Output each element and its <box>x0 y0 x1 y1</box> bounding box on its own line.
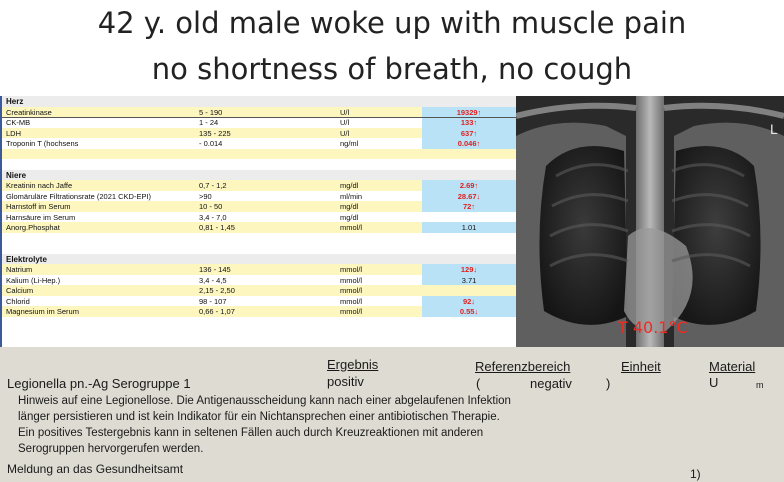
test-name: Chlorid <box>6 296 30 306</box>
note-line-1: Hinweis auf eine Legionellose. Die Antigenausscheidung kann nach einer abgelaufenen Infektion <box>18 395 511 407</box>
case-title-line2: no shortness of breath, no cough <box>151 52 633 86</box>
header-unit: Einheit <box>621 359 661 374</box>
spacer-row <box>2 149 516 160</box>
unit: mmol/l <box>340 275 363 285</box>
test-name: Calcium <box>6 286 34 295</box>
note-line-3: Ein positives Testergebnis kann in seltenen Fällen auch durch Kreuzreaktionen mit anderen <box>18 427 484 439</box>
spacer-row <box>2 233 516 244</box>
unit: mg/dl <box>340 212 359 222</box>
xray-marker: L <box>770 121 778 137</box>
lab-row <box>2 201 516 212</box>
test-value: 2.69↑ <box>459 181 479 190</box>
test-value: 28.67↓ <box>457 191 481 201</box>
material-value: U <box>709 375 719 390</box>
test-name: Creatinkinase <box>6 107 52 117</box>
lab-row <box>2 285 516 296</box>
reference-range: - 0.014 <box>199 139 223 148</box>
test-name: Kreatinin nach Jaffe <box>6 181 73 190</box>
unit: mg/dl <box>340 202 359 211</box>
header-material: Material <box>709 359 756 374</box>
section-title: Elektrolyte <box>6 254 47 264</box>
unit: mg/dl <box>340 181 359 190</box>
test-name: LDH <box>6 128 22 138</box>
test-name: Kalium (Li-Hep.) <box>6 275 61 285</box>
test-value: 92↓ <box>462 296 476 306</box>
lab-row <box>2 128 516 139</box>
reference-range: 98 - 107 <box>199 296 227 306</box>
test-name: Magnesium im Serum <box>6 307 79 316</box>
section-title: Niere <box>6 170 27 180</box>
unit: mmol/l <box>340 286 363 295</box>
unit: mmol/l <box>340 265 363 274</box>
reference-range: 10 - 50 <box>199 202 223 211</box>
test-value: 129↓ <box>460 265 478 274</box>
reference-open: ( <box>476 376 481 391</box>
temperature-label: T 40.1°C <box>618 318 688 337</box>
unit: U/l <box>340 128 350 138</box>
unit: mmol/l <box>340 307 363 316</box>
lab-row <box>2 222 516 233</box>
test-value: 19329↑ <box>456 107 482 117</box>
reference-range: 0,66 - 1,07 <box>199 307 235 316</box>
reference-range: 0,81 - 1,45 <box>199 223 235 232</box>
row-divider <box>2 117 516 118</box>
test-name: Harnsäure im Serum <box>6 212 76 222</box>
material-subscript: m <box>756 380 764 390</box>
reference-range: 0,7 - 1,2 <box>199 181 227 190</box>
report-footnote: 1) <box>690 467 701 481</box>
test-value: 0.046↑ <box>457 139 481 148</box>
lab-row <box>2 138 516 149</box>
test-name: Natrium <box>6 265 33 274</box>
legionella-report <box>0 347 784 482</box>
unit: U/l <box>340 118 350 127</box>
note-line-4: Serogruppen hervorgerufen werden. <box>18 443 204 455</box>
test-value: 72↑ <box>462 202 476 211</box>
test-name: Legionella pn.-Ag Serogruppe 1 <box>7 376 191 391</box>
test-name: Glomäruläre Filtrationsrate (2021 CKD-EPI) <box>6 191 152 201</box>
section-header <box>2 254 516 265</box>
report-footer: Meldung an das Gesundheitsamt <box>7 462 184 476</box>
reference-range: >90 <box>199 191 212 201</box>
reference-range: 3,4 - 7,0 <box>199 212 227 222</box>
spacer-row <box>2 159 516 170</box>
note-line-2: länger persistieren und ist kein Indikator für ein Nichtansprechen einer antibiotischen Therapie. <box>18 411 500 423</box>
lab-results-table <box>0 96 516 347</box>
section-header <box>2 170 516 181</box>
test-name: CK-MB <box>6 118 31 127</box>
lab-row <box>2 306 516 317</box>
header-reference: Referenzbereich <box>475 359 571 374</box>
lab-row <box>2 180 516 191</box>
spacer-row <box>2 243 516 254</box>
lab-row <box>2 191 516 202</box>
test-value: 0.55↓ <box>459 307 479 316</box>
unit: ml/min <box>340 191 363 201</box>
section-title: Herz <box>6 97 24 106</box>
reference-range: 1 - 24 <box>199 118 219 127</box>
reference-range: 5 - 190 <box>199 107 223 117</box>
reference-close: ) <box>606 376 611 391</box>
test-value <box>422 212 516 223</box>
section-header <box>2 96 516 107</box>
unit: mmol/l <box>340 223 363 232</box>
test-value: 3.71 <box>461 275 477 285</box>
unit: ng/ml <box>340 139 359 148</box>
test-value: 637↑ <box>460 128 478 138</box>
lab-row <box>2 107 516 118</box>
reference-range: 136 - 145 <box>199 265 231 274</box>
test-name: Harnstoff im Serum <box>6 202 71 211</box>
test-value <box>422 285 516 296</box>
test-value: 133↑ <box>460 118 478 127</box>
lab-row <box>2 264 516 275</box>
header-result: Ergebnis <box>327 357 379 372</box>
reference-range: 2,15 - 2,50 <box>199 286 235 295</box>
test-value: 1.01 <box>461 223 477 232</box>
test-name: Troponin T (hochsens <box>6 139 79 148</box>
lab-row <box>2 117 516 128</box>
test-name: Anorg.Phosphat <box>6 223 60 232</box>
lab-row <box>2 296 516 307</box>
lab-row <box>2 212 516 223</box>
reference-range: 3,4 - 4,5 <box>199 275 227 285</box>
test-result: positiv <box>327 374 364 389</box>
unit: mmol/l <box>340 296 363 306</box>
chest-xray-graphic <box>516 96 784 347</box>
chest-xray-image <box>516 96 784 347</box>
unit: U/l <box>340 107 350 117</box>
reference-range: 135 - 225 <box>199 128 231 138</box>
reference-value: negativ <box>530 376 572 391</box>
lab-row <box>2 275 516 286</box>
case-title-line1: 42 y. old male woke up with muscle pain <box>97 6 687 40</box>
